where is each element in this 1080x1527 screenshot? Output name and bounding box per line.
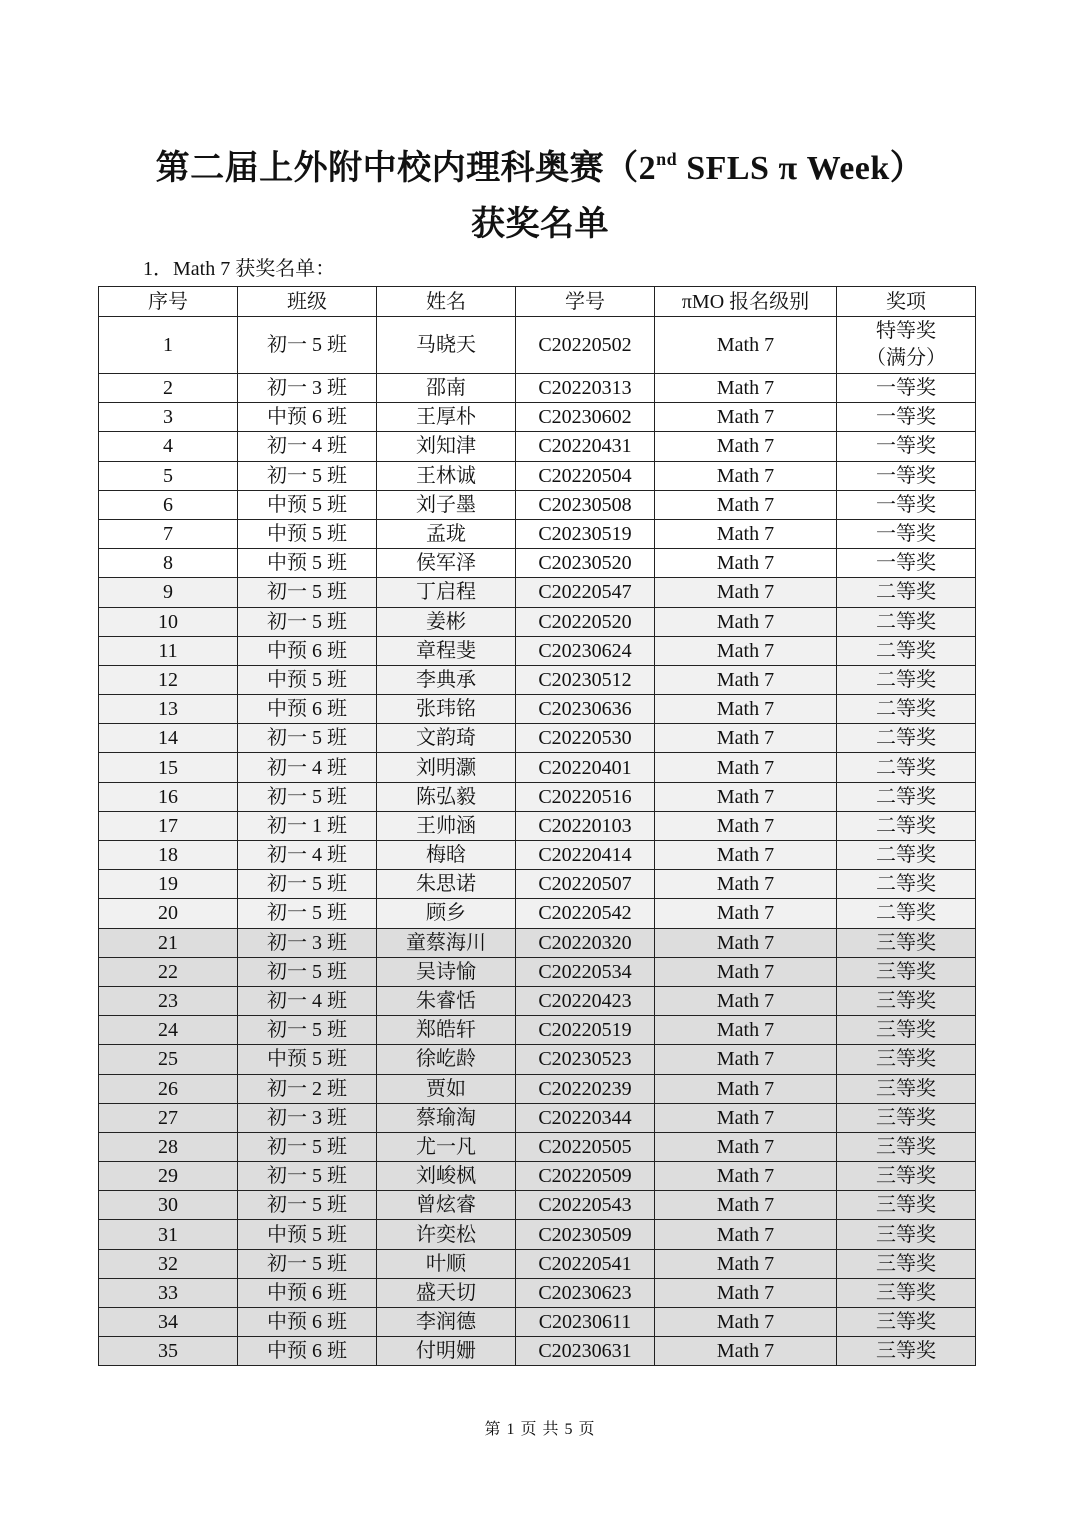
cell-student-id: C20220320 bbox=[516, 928, 655, 957]
cell-index: 10 bbox=[99, 607, 238, 636]
cell-student-id: C20220431 bbox=[516, 432, 655, 461]
cell-student-id: C20220505 bbox=[516, 1132, 655, 1161]
table-row bbox=[99, 1278, 976, 1307]
cell-name: 顾乡 bbox=[377, 899, 516, 928]
cell-class: 初一 5 班 bbox=[238, 578, 377, 607]
cell-award: 二等奖 bbox=[837, 695, 976, 724]
cell-name: 贾如 bbox=[377, 1074, 516, 1103]
table-row bbox=[99, 490, 976, 519]
cell-student-id: C20220239 bbox=[516, 1074, 655, 1103]
cell-name: 刘子墨 bbox=[377, 490, 516, 519]
table-row bbox=[99, 1162, 976, 1191]
cell-level: Math 7 bbox=[655, 782, 837, 811]
cell-class: 初一 4 班 bbox=[238, 986, 377, 1015]
cell-class: 初一 5 班 bbox=[238, 607, 377, 636]
cell-award: 三等奖 bbox=[837, 1337, 976, 1366]
cell-name: 张玮铭 bbox=[377, 695, 516, 724]
table-row bbox=[99, 928, 976, 957]
cell-level: Math 7 bbox=[655, 899, 837, 928]
cell-award: 三等奖 bbox=[837, 928, 976, 957]
cell-student-id: C20220534 bbox=[516, 957, 655, 986]
cell-name: 朱思诺 bbox=[377, 870, 516, 899]
cell-level: Math 7 bbox=[655, 928, 837, 957]
cell-index: 21 bbox=[99, 928, 238, 957]
cell-level: Math 7 bbox=[655, 1016, 837, 1045]
cell-index: 16 bbox=[99, 782, 238, 811]
cell-name: 朱睿恬 bbox=[377, 986, 516, 1015]
cell-award: 一等奖 bbox=[837, 490, 976, 519]
cell-award: 二等奖 bbox=[837, 782, 976, 811]
cell-award: 三等奖 bbox=[837, 1162, 976, 1191]
table-header-row bbox=[99, 287, 976, 317]
table-row bbox=[99, 403, 976, 432]
cell-name: 徐屹龄 bbox=[377, 1045, 516, 1074]
cell-index: 24 bbox=[99, 1016, 238, 1045]
cell-award: 一等奖 bbox=[837, 461, 976, 490]
document-title bbox=[0, 140, 1080, 189]
cell-index: 25 bbox=[99, 1045, 238, 1074]
header-class: 班级 bbox=[238, 287, 377, 317]
cell-level: Math 7 bbox=[655, 578, 837, 607]
cell-index: 1 bbox=[99, 317, 238, 374]
cell-class: 初一 4 班 bbox=[238, 432, 377, 461]
cell-class: 中预 6 班 bbox=[238, 695, 377, 724]
cell-student-id: C20220504 bbox=[516, 461, 655, 490]
cell-name: 孟珑 bbox=[377, 519, 516, 548]
cell-name: 曾炫睿 bbox=[377, 1191, 516, 1220]
cell-student-id: C20220507 bbox=[516, 870, 655, 899]
cell-award: 二等奖 bbox=[837, 665, 976, 694]
cell-student-id: C20230519 bbox=[516, 519, 655, 548]
cell-level: Math 7 bbox=[655, 986, 837, 1015]
table-row bbox=[99, 432, 976, 461]
cell-student-id: C20230523 bbox=[516, 1045, 655, 1074]
cell-name: 童蔡海川 bbox=[377, 928, 516, 957]
cell-class: 初一 5 班 bbox=[238, 317, 377, 374]
cell-level: Math 7 bbox=[655, 870, 837, 899]
cell-class: 初一 5 班 bbox=[238, 1249, 377, 1278]
cell-name: 侯军泽 bbox=[377, 549, 516, 578]
header-level: πMO 报名级别 bbox=[655, 287, 837, 317]
cell-student-id: C20230624 bbox=[516, 636, 655, 665]
cell-name: 丁启程 bbox=[377, 578, 516, 607]
cell-award: 三等奖 bbox=[837, 1045, 976, 1074]
cell-award: 二等奖 bbox=[837, 841, 976, 870]
table-row bbox=[99, 1132, 976, 1161]
table-row bbox=[99, 1074, 976, 1103]
cell-award: 二等奖 bbox=[837, 753, 976, 782]
cell-class: 初一 3 班 bbox=[238, 374, 377, 403]
cell-index: 4 bbox=[99, 432, 238, 461]
cell-class: 初一 5 班 bbox=[238, 724, 377, 753]
cell-student-id: C20220541 bbox=[516, 1249, 655, 1278]
cell-class: 初一 5 班 bbox=[238, 957, 377, 986]
cell-class: 初一 5 班 bbox=[238, 1016, 377, 1045]
cell-index: 14 bbox=[99, 724, 238, 753]
cell-index: 6 bbox=[99, 490, 238, 519]
cell-name: 李典承 bbox=[377, 665, 516, 694]
cell-index: 22 bbox=[99, 957, 238, 986]
cell-name: 盛天切 bbox=[377, 1278, 516, 1307]
cell-class: 初一 3 班 bbox=[238, 928, 377, 957]
cell-level: Math 7 bbox=[655, 432, 837, 461]
cell-index: 5 bbox=[99, 461, 238, 490]
cell-name: 付明姗 bbox=[377, 1337, 516, 1366]
cell-award: 特等奖 （满分） bbox=[837, 317, 976, 374]
cell-index: 30 bbox=[99, 1191, 238, 1220]
cell-name: 许奕松 bbox=[377, 1220, 516, 1249]
cell-award: 一等奖 bbox=[837, 432, 976, 461]
cell-level: Math 7 bbox=[655, 636, 837, 665]
cell-student-id: C20220542 bbox=[516, 899, 655, 928]
cell-level: Math 7 bbox=[655, 607, 837, 636]
cell-name: 刘峻枫 bbox=[377, 1162, 516, 1191]
cell-student-id: C20220516 bbox=[516, 782, 655, 811]
cell-student-id: C20220401 bbox=[516, 753, 655, 782]
cell-name: 陈弘毅 bbox=[377, 782, 516, 811]
cell-level: Math 7 bbox=[655, 1132, 837, 1161]
cell-index: 27 bbox=[99, 1103, 238, 1132]
cell-index: 7 bbox=[99, 519, 238, 548]
table-row bbox=[99, 1045, 976, 1074]
cell-level: Math 7 bbox=[655, 841, 837, 870]
cell-level: Math 7 bbox=[655, 1162, 837, 1191]
header-index: 序号 bbox=[99, 287, 238, 317]
cell-level: Math 7 bbox=[655, 317, 837, 374]
document-subtitle: 获奖名单 bbox=[471, 206, 609, 243]
cell-class: 中预 6 班 bbox=[238, 1308, 377, 1337]
cell-class: 初一 4 班 bbox=[238, 841, 377, 870]
cell-class: 初一 5 班 bbox=[238, 870, 377, 899]
cell-index: 35 bbox=[99, 1337, 238, 1366]
cell-class: 初一 1 班 bbox=[238, 811, 377, 840]
cell-student-id: C20220423 bbox=[516, 986, 655, 1015]
cell-level: Math 7 bbox=[655, 695, 837, 724]
cell-class: 初一 5 班 bbox=[238, 1191, 377, 1220]
cell-class: 初一 5 班 bbox=[238, 899, 377, 928]
cell-name: 王林诚 bbox=[377, 461, 516, 490]
table-row bbox=[99, 607, 976, 636]
cell-student-id: C20230508 bbox=[516, 490, 655, 519]
cell-level: Math 7 bbox=[655, 549, 837, 578]
cell-class: 中预 5 班 bbox=[238, 665, 377, 694]
cell-level: Math 7 bbox=[655, 1220, 837, 1249]
table-row bbox=[99, 986, 976, 1015]
cell-award: 三等奖 bbox=[837, 1308, 976, 1337]
cell-student-id: C20220502 bbox=[516, 317, 655, 374]
cell-class: 初一 5 班 bbox=[238, 782, 377, 811]
table-row bbox=[99, 1308, 976, 1337]
table-row bbox=[99, 1191, 976, 1220]
table-row bbox=[99, 317, 976, 374]
cell-index: 8 bbox=[99, 549, 238, 578]
cell-award: 三等奖 bbox=[837, 1074, 976, 1103]
page-footer: 第 1 页 共 5 页 bbox=[484, 1421, 596, 1438]
cell-name: 李润德 bbox=[377, 1308, 516, 1337]
cell-class: 初一 5 班 bbox=[238, 1162, 377, 1191]
cell-student-id: C20220543 bbox=[516, 1191, 655, 1220]
cell-award: 三等奖 bbox=[837, 1278, 976, 1307]
cell-award: 三等奖 bbox=[837, 1220, 976, 1249]
cell-class: 初一 2 班 bbox=[238, 1074, 377, 1103]
cell-student-id: C20220509 bbox=[516, 1162, 655, 1191]
cell-name: 文韵琦 bbox=[377, 724, 516, 753]
cell-student-id: C20220520 bbox=[516, 607, 655, 636]
cell-class: 中预 5 班 bbox=[238, 549, 377, 578]
table-row bbox=[99, 899, 976, 928]
cell-level: Math 7 bbox=[655, 1249, 837, 1278]
cell-award: 三等奖 bbox=[837, 1132, 976, 1161]
cell-index: 26 bbox=[99, 1074, 238, 1103]
section-heading: 1．Math 7 获奖名单： bbox=[143, 258, 336, 280]
cell-award: 二等奖 bbox=[837, 578, 976, 607]
cell-name: 梅晗 bbox=[377, 841, 516, 870]
cell-student-id: C20230623 bbox=[516, 1278, 655, 1307]
table-row bbox=[99, 636, 976, 665]
table-row bbox=[99, 578, 976, 607]
table-row bbox=[99, 841, 976, 870]
title-prefix: 第二届上外附中校内理科奥赛（2 bbox=[155, 150, 657, 187]
cell-level: Math 7 bbox=[655, 1045, 837, 1074]
cell-student-id: C20220519 bbox=[516, 1016, 655, 1045]
cell-student-id: C20220414 bbox=[516, 841, 655, 870]
cell-level: Math 7 bbox=[655, 374, 837, 403]
header-student-id: 学号 bbox=[516, 287, 655, 317]
table-row bbox=[99, 374, 976, 403]
header-award: 奖项 bbox=[837, 287, 976, 317]
cell-student-id: C20220103 bbox=[516, 811, 655, 840]
cell-level: Math 7 bbox=[655, 1074, 837, 1103]
table-row bbox=[99, 811, 976, 840]
cell-level: Math 7 bbox=[655, 665, 837, 694]
cell-student-id: C20230520 bbox=[516, 549, 655, 578]
cell-level: Math 7 bbox=[655, 490, 837, 519]
cell-class: 初一 4 班 bbox=[238, 753, 377, 782]
cell-award: 一等奖 bbox=[837, 403, 976, 432]
table-row bbox=[99, 1337, 976, 1366]
cell-student-id: C20230602 bbox=[516, 403, 655, 432]
cell-award: 一等奖 bbox=[837, 549, 976, 578]
cell-name: 蔡瑜淘 bbox=[377, 1103, 516, 1132]
table-row bbox=[99, 753, 976, 782]
table-row bbox=[99, 957, 976, 986]
title-superscript: nd bbox=[656, 148, 678, 169]
cell-name: 郑皓轩 bbox=[377, 1016, 516, 1045]
cell-level: Math 7 bbox=[655, 724, 837, 753]
award-table bbox=[98, 286, 976, 1366]
table-row bbox=[99, 724, 976, 753]
cell-award: 一等奖 bbox=[837, 374, 976, 403]
cell-name: 刘知津 bbox=[377, 432, 516, 461]
cell-name: 马晓天 bbox=[377, 317, 516, 374]
cell-award: 二等奖 bbox=[837, 870, 976, 899]
cell-level: Math 7 bbox=[655, 1308, 837, 1337]
table-row bbox=[99, 1249, 976, 1278]
cell-award: 二等奖 bbox=[837, 607, 976, 636]
cell-award: 三等奖 bbox=[837, 957, 976, 986]
table-row bbox=[99, 519, 976, 548]
table-row bbox=[99, 1220, 976, 1249]
cell-student-id: C20230509 bbox=[516, 1220, 655, 1249]
cell-index: 19 bbox=[99, 870, 238, 899]
cell-index: 9 bbox=[99, 578, 238, 607]
cell-student-id: C20220313 bbox=[516, 374, 655, 403]
cell-index: 12 bbox=[99, 665, 238, 694]
cell-student-id: C20230512 bbox=[516, 665, 655, 694]
cell-student-id: C20230636 bbox=[516, 695, 655, 724]
cell-student-id: C20220547 bbox=[516, 578, 655, 607]
cell-award: 一等奖 bbox=[837, 519, 976, 548]
cell-level: Math 7 bbox=[655, 811, 837, 840]
cell-class: 中预 5 班 bbox=[238, 1045, 377, 1074]
cell-index: 29 bbox=[99, 1162, 238, 1191]
cell-index: 15 bbox=[99, 753, 238, 782]
cell-level: Math 7 bbox=[655, 1103, 837, 1132]
cell-award: 三等奖 bbox=[837, 1016, 976, 1045]
cell-name: 吴诗愉 bbox=[377, 957, 516, 986]
cell-name: 章程斐 bbox=[377, 636, 516, 665]
cell-student-id: C20230611 bbox=[516, 1308, 655, 1337]
cell-index: 18 bbox=[99, 841, 238, 870]
cell-name: 王厚朴 bbox=[377, 403, 516, 432]
cell-index: 32 bbox=[99, 1249, 238, 1278]
cell-class: 中预 5 班 bbox=[238, 490, 377, 519]
cell-award: 三等奖 bbox=[837, 1249, 976, 1278]
cell-name: 叶顺 bbox=[377, 1249, 516, 1278]
cell-class: 中预 6 班 bbox=[238, 1278, 377, 1307]
cell-index: 20 bbox=[99, 899, 238, 928]
cell-index: 34 bbox=[99, 1308, 238, 1337]
cell-student-id: C20220530 bbox=[516, 724, 655, 753]
cell-name: 王帅涵 bbox=[377, 811, 516, 840]
cell-class: 初一 5 班 bbox=[238, 461, 377, 490]
table-row bbox=[99, 1016, 976, 1045]
title-suffix: SFLS π Week） bbox=[677, 150, 925, 187]
cell-level: Math 7 bbox=[655, 1278, 837, 1307]
cell-index: 13 bbox=[99, 695, 238, 724]
cell-name: 邵南 bbox=[377, 374, 516, 403]
cell-class: 初一 5 班 bbox=[238, 1132, 377, 1161]
table-row bbox=[99, 695, 976, 724]
cell-index: 17 bbox=[99, 811, 238, 840]
cell-award: 三等奖 bbox=[837, 1103, 976, 1132]
cell-award: 三等奖 bbox=[837, 1191, 976, 1220]
cell-class: 中预 6 班 bbox=[238, 1337, 377, 1366]
cell-class: 中预 6 班 bbox=[238, 403, 377, 432]
cell-level: Math 7 bbox=[655, 957, 837, 986]
cell-award: 二等奖 bbox=[837, 636, 976, 665]
cell-name: 尤一凡 bbox=[377, 1132, 516, 1161]
cell-index: 23 bbox=[99, 986, 238, 1015]
cell-class: 初一 3 班 bbox=[238, 1103, 377, 1132]
table-row bbox=[99, 665, 976, 694]
cell-index: 2 bbox=[99, 374, 238, 403]
cell-student-id: C20220344 bbox=[516, 1103, 655, 1132]
table-row bbox=[99, 461, 976, 490]
cell-class: 中预 5 班 bbox=[238, 1220, 377, 1249]
header-name: 姓名 bbox=[377, 287, 516, 317]
table-row bbox=[99, 1103, 976, 1132]
cell-name: 姜彬 bbox=[377, 607, 516, 636]
cell-award: 二等奖 bbox=[837, 811, 976, 840]
cell-index: 28 bbox=[99, 1132, 238, 1161]
cell-level: Math 7 bbox=[655, 461, 837, 490]
table-row bbox=[99, 782, 976, 811]
cell-student-id: C20230631 bbox=[516, 1337, 655, 1366]
cell-award: 二等奖 bbox=[837, 899, 976, 928]
table-body bbox=[99, 317, 976, 1366]
table-row bbox=[99, 870, 976, 899]
cell-index: 31 bbox=[99, 1220, 238, 1249]
cell-class: 中预 6 班 bbox=[238, 636, 377, 665]
cell-level: Math 7 bbox=[655, 1337, 837, 1366]
cell-level: Math 7 bbox=[655, 1191, 837, 1220]
table-row bbox=[99, 549, 976, 578]
cell-level: Math 7 bbox=[655, 519, 837, 548]
cell-class: 中预 5 班 bbox=[238, 519, 377, 548]
cell-level: Math 7 bbox=[655, 403, 837, 432]
cell-level: Math 7 bbox=[655, 753, 837, 782]
cell-index: 3 bbox=[99, 403, 238, 432]
cell-award: 三等奖 bbox=[837, 986, 976, 1015]
cell-award: 二等奖 bbox=[837, 724, 976, 753]
cell-index: 33 bbox=[99, 1278, 238, 1307]
cell-index: 11 bbox=[99, 636, 238, 665]
cell-name: 刘明灏 bbox=[377, 753, 516, 782]
